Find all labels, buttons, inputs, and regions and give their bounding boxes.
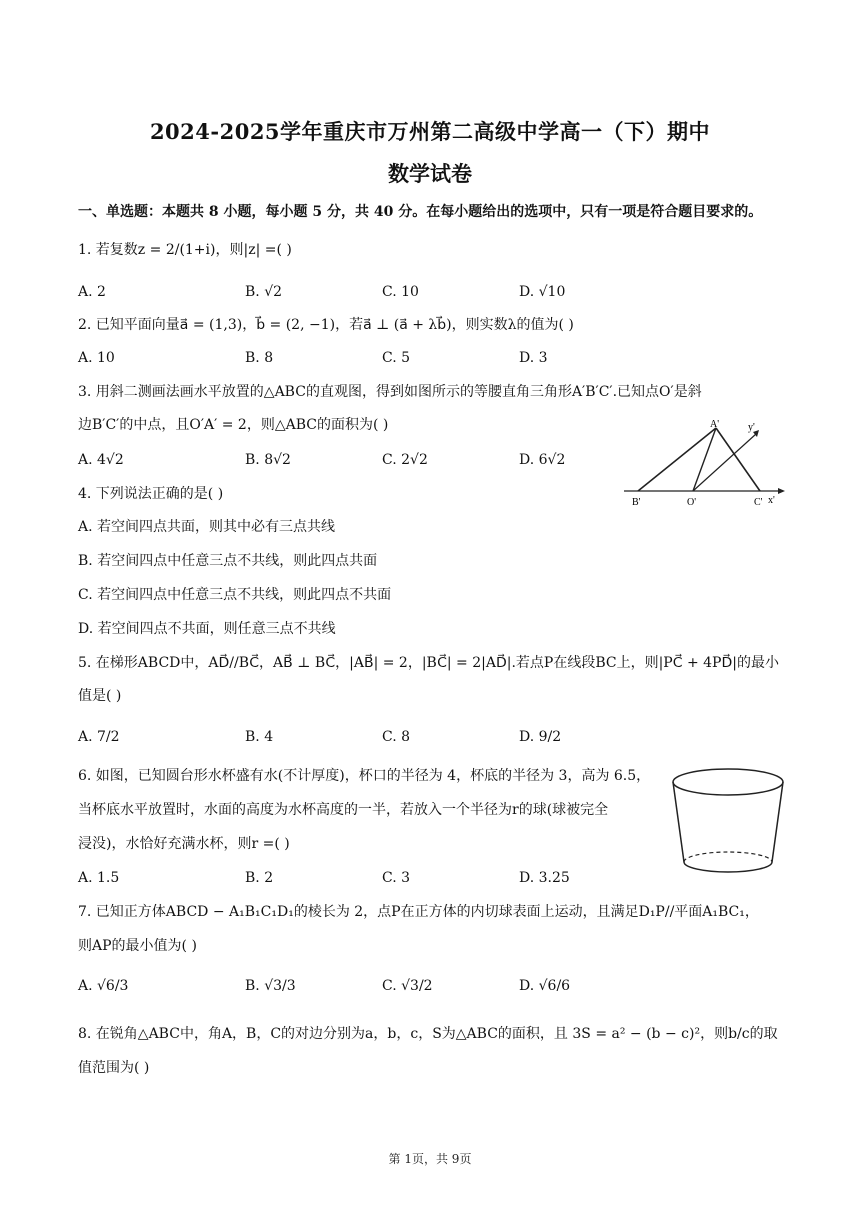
question-2-option-d: D. 3 [519,350,548,366]
question-3-option-c: C. 2√2 [382,452,428,468]
question-7-option-c: C. √3/2 [382,978,433,994]
question-5-option-d: D. 9/2 [519,729,562,745]
exam-title: 2024-2025学年重庆市万州第二高级中学高一（下）期中 [149,119,711,144]
section-heading: 一、单选题：本题共 8 小题，每小题 5 分，共 40 分。在每小题给出的选项中，只有一项是符合题目要求的。 [78,204,763,220]
cup-rim [673,769,783,795]
question-8-stem-line-1: 8. 在锐角△ABC中，角A，B，C的对边分别为a，b，c，S为△ABC的面积，且 3S = a² − (b − c)²，则b/c的取 [78,1026,778,1042]
question-4-option-c: C. 若空间四点中任意三点不共线，则此四点不共面 [78,587,392,603]
question-1-option-a: A. 2 [78,284,106,300]
question-7-stem-line-1: 7. 已知正方体ABCD − A₁B₁C₁D₁的棱长为 2，点P在正方体的内切球表面上运动，且满足D₁P//平面A₁BC₁， [78,904,759,920]
x-axis-arrow [778,488,785,494]
cup-figure [668,760,788,878]
question-4-option-d: D. 若空间四点不共面，则任意三点不共线 [78,621,336,637]
question-6-option-d: D. 3.25 [519,870,570,886]
page-footer: 第 1页，共 9页 [388,1152,472,1166]
question-4-option-a: A. 若空间四点共面，则其中必有三点共线 [78,519,336,535]
question-2-option-a: A. 10 [78,350,115,366]
triangle-figure [620,418,788,510]
triangle-side-ac [716,428,760,491]
label-y-prime: y' [748,422,755,433]
question-5-option-a: A. 7/2 [78,729,120,745]
question-7-option-d: D. √6/6 [519,978,571,994]
label-a-prime: A' [710,419,720,430]
cup-base-front [684,862,772,872]
question-3-option-b: B. 8√2 [245,452,291,468]
question-1-stem: 1. 若复数z = 2/(1+i)，则|z| =( ) [78,242,292,258]
question-1-option-c: C. 10 [382,284,419,300]
y-prime-axis [693,434,756,491]
question-1-option-d: D. √10 [519,284,566,300]
question-5-option-c: C. 8 [382,729,411,745]
label-o-prime: O' [687,497,697,508]
question-4-stem: 4. 下列说法正确的是( ) [78,486,224,502]
exam-subtitle: 数学试卷 [388,161,472,186]
question-4-option-b: B. 若空间四点中任意三点不共线，则此四点共面 [78,553,378,569]
label-c-prime: C' [754,497,763,508]
cup-left-wall [673,782,684,862]
cup-base-back [684,852,772,862]
label-x-prime: x' [768,495,775,506]
question-3-stem-line-2: 边B′C′的中点，且O′A′ = 2，则△ABC的面积为( ) [78,417,389,433]
question-6-stem-line-1: 6. 如图，已知圆台形水杯盛有水(不计厚度)，杯口的半径为 4，杯底的半径为 3，高为 6.5， [78,768,651,784]
question-1-option-b: B. √2 [245,284,283,300]
question-3-option-a: A. 4√2 [78,452,124,468]
question-5-stem-line-2: 值是( ) [78,688,122,704]
question-8-stem-line-2: 值范围为( ) [78,1060,150,1076]
question-7-option-a: A. √6/3 [78,978,129,994]
question-6-option-c: C. 3 [382,870,411,886]
label-b-prime: B' [632,497,641,508]
question-3-stem-line-1: 3. 用斜二测画法画水平放置的△ABC的直观图，得到如图所示的等腰直角三角形A′B′C′.已知点O′是斜 [78,384,702,400]
question-6-option-a: A. 1.5 [78,870,120,886]
question-5-stem-line-1: 5. 在梯形ABCD中，AD⃗//BC⃗，AB⃗ ⊥ BC⃗，|AB⃗| = 2，|BC⃗| = 2|AD⃗|.若点P在线段BC上，则|PC⃗ + 4PD⃗|的最小 [78,655,779,671]
question-6-stem-line-3: 浸没)，水恰好充满水杯，则r =( ) [78,836,290,852]
question-3-option-d: D. 6√2 [519,452,566,468]
question-7-option-b: B. √3/3 [245,978,296,994]
cup-right-wall [772,782,783,862]
question-2-stem: 2. 已知平面向量a⃗ = (1,3)，b⃗ = (2, −1)，若a⃗ ⊥ (a⃗ + λb⃗)，则实数λ的值为( ) [78,317,574,333]
question-6-stem-line-2: 当杯底水平放置时，水面的高度为水杯高度的一半，若放入一个半径为r的球(球被完全 [78,802,609,818]
question-2-option-c: C. 5 [382,350,411,366]
question-5-option-b: B. 4 [245,729,274,745]
question-7-stem-line-2: 则AP的最小值为( ) [78,938,197,954]
question-6-option-b: B. 2 [245,870,274,886]
question-2-option-b: B. 8 [245,350,274,366]
